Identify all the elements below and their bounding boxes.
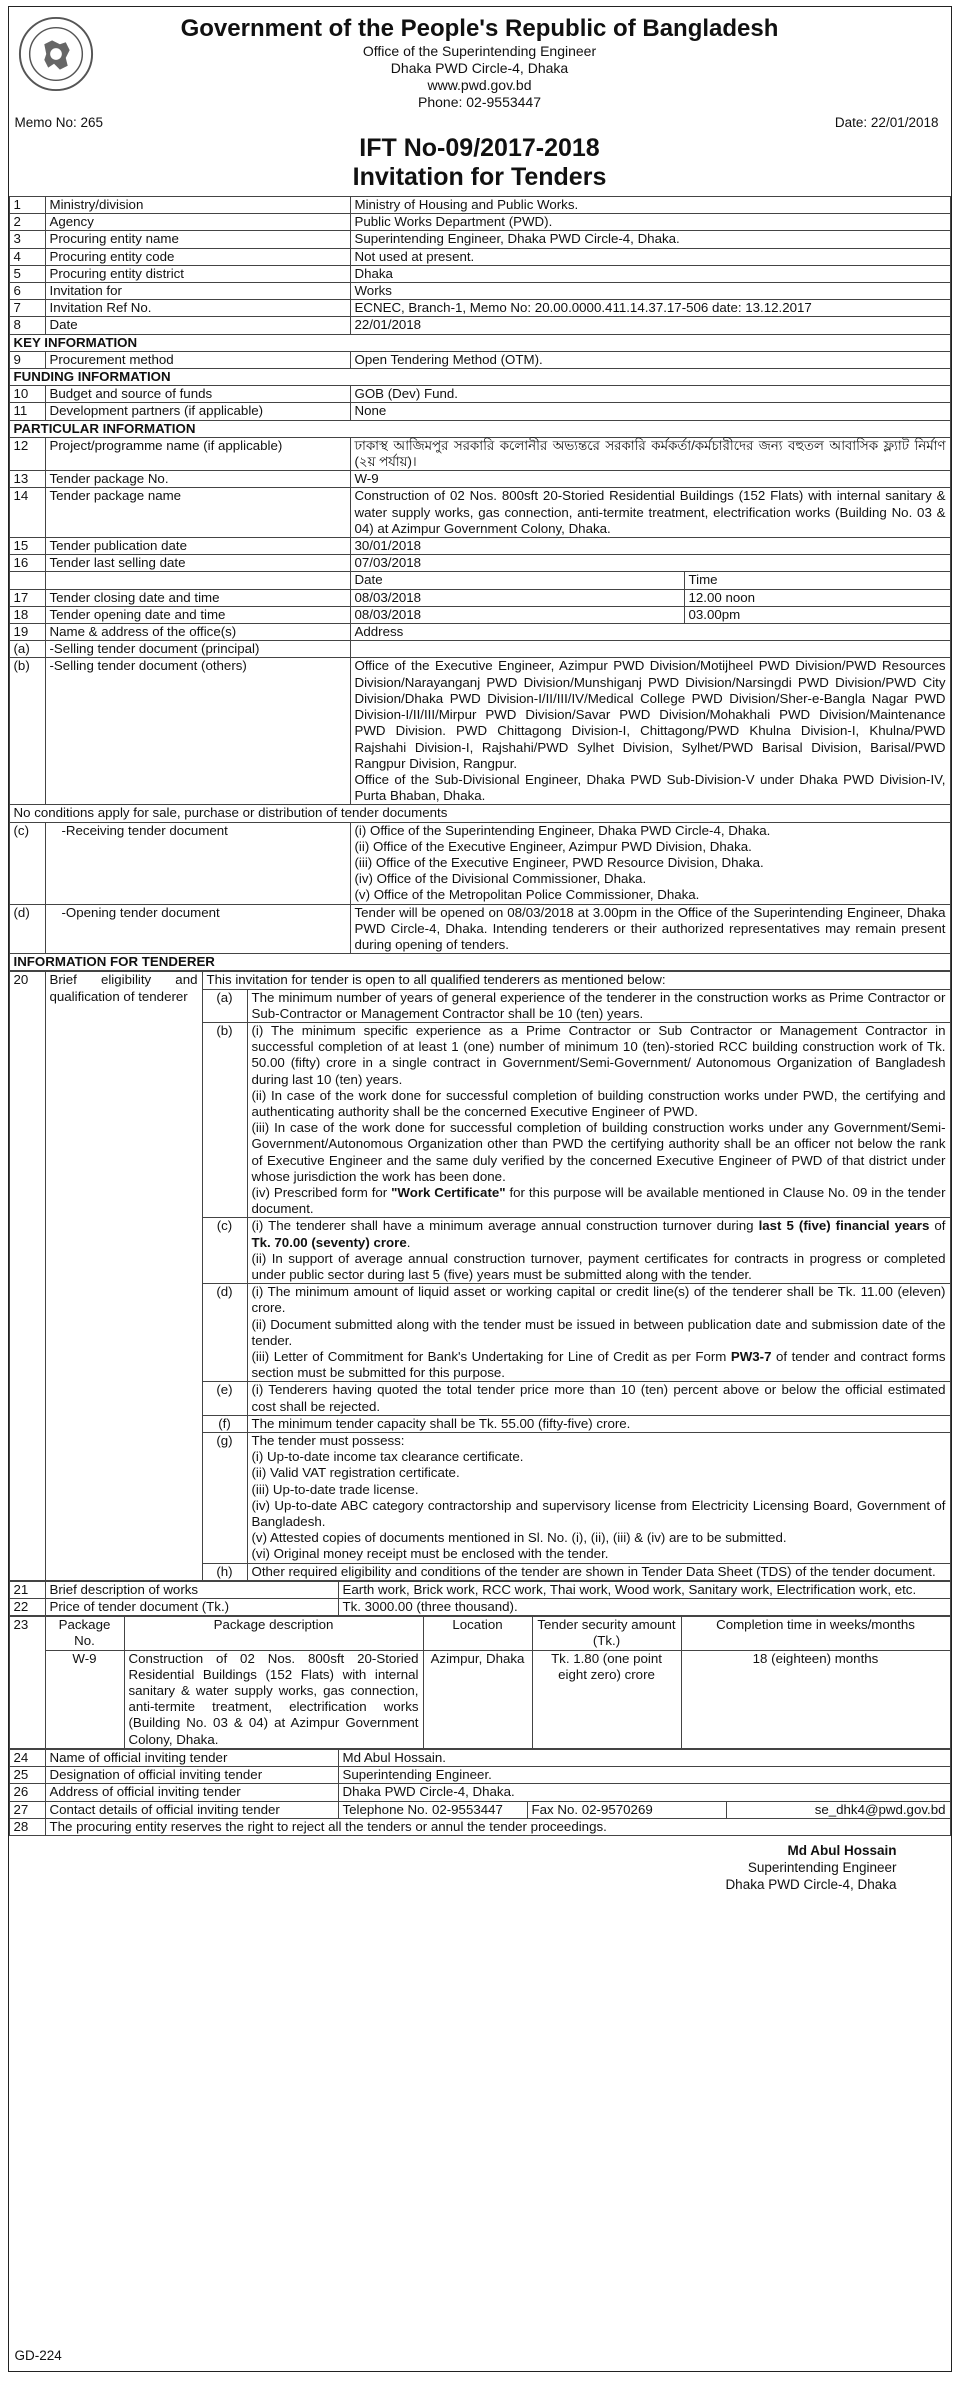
doc-title: Invitation for Tenders <box>352 163 607 191</box>
eligibility-item: (b) (i) The minimum specific experience as a Prime Contractor or Sub Contractor or Management Contractor in successful completion of at least 1 (one) number of minimum 10 (ten)-storied RCC building construction work of Tk. 50.00 (fifty) crore in a single contract in Government/Semi-Government/ Autonomous Organization of Bangladesh during last 10 (ten) years. (ii) In case of the work done for successful completion of building construction works under PWD, the certifying and authenticating authority shall be the concerned Executive Engineer of PWD. (iii) In case of the work done for successful completion of building construction works under any Government/Semi-Government/Autonomous Organization other than PWD the certifying authority shall be an officer not below the rank of Executive Engineer and the same duly verified by the concerned Executive Engineer of PWD of that district under whose jurisdiction the work has been done. (iv) Prescribed form for "Work Certificate" for this purpose will be available mentioned in Clause No. 09 in the tender document. <box>9 1022 950 1217</box>
table-row: Date Time <box>9 572 950 589</box>
table-row: 7 Invitation Ref No. ECNEC, Branch-1, Memo No: 20.00.0000.411.14.37.17-506 date: 13.12.2017 <box>9 300 950 317</box>
government-title: Government of the People's Republic of Bangladesh <box>180 15 779 42</box>
table-row: 25 Designation of official inviting tender Superintending Engineer. <box>9 1767 950 1784</box>
circle-name: Dhaka PWD Circle-4, Dhaka <box>390 60 569 76</box>
package-table <box>9 1616 951 1749</box>
document-page <box>8 6 952 2372</box>
memo-no: Memo No: 265 <box>14 115 104 130</box>
table-row: 28 The procuring entity reserves the right to reject all the tenders or annul the tender proceedings. <box>9 1818 950 1835</box>
table-row: 10 Budget and source of funds GOB (Dev) Fund. <box>9 386 950 403</box>
table-row: 5 Procuring entity district Dhaka <box>9 265 950 282</box>
table-row: 6 Invitation for Works <box>9 283 950 300</box>
memo-date: Date: 22/01/2018 <box>834 115 939 130</box>
table-row: 14 Tender package name Construction of 02 Nos. 800sft 20-Storied Residential Buildings (152 Flats) with internal sanitary & water supply works, gas connection, anti-termite treatment, electrification works (Building No. 03 & 04) at Azimpur Government Colony, Dhaka. <box>9 488 950 538</box>
memo-line <box>9 115 951 130</box>
table-row: 24 Name of official inviting tender Md Abul Hossain. <box>9 1749 950 1766</box>
section-heading: INFORMATION FOR TENDERER <box>9 954 950 971</box>
eligibility-item: (a) The minimum number of years of general experience of the tenderer in the construction works as Prime Contractor or Sub-Contractor or Management Contractor shall be 10 (ten) years. <box>9 989 950 1022</box>
phone: Phone: 02-9553447 <box>418 94 541 110</box>
signatory-designation: Superintending Engineer <box>747 1859 897 1875</box>
section-heading: FUNDING INFORMATION <box>9 369 950 386</box>
table-row: 12 Project/programme name (if applicable) ঢাকাস্থ আজিমপুর সরকারি কলোনীর অভ্যন্তরে সরকারি কর্মকর্তা/কর্মচারীদের জন্য বহুতল আবাসিক ফ্ল্যাট নির্মাণ (২য় পর্যায়)। <box>9 437 950 470</box>
table-row: 15 Tender publication date 30/01/2018 <box>9 538 950 555</box>
government-seal <box>17 15 95 93</box>
eligibility-item: (g) The tender must possess: (i) Up-to-date income tax clearance certificate. (ii) Valid VAT registration certificate. (iii) Up-to-date trade license. (iv) Up-to-date ABC category contractorship and supervisory license from Electricity Licensing Board, Government of Bangladesh. (v) Attested copies of documents mentioned in Sl. No. (i), (ii), (iii) & (iv) are to be submitted. (vi) Original money receipt must be enclosed with the tender. <box>9 1433 950 1564</box>
table-row: 2 Agency Public Works Department (PWD). <box>9 214 950 231</box>
table-row: 4 Procuring entity code Not used at present. <box>9 248 950 265</box>
table-row: (a) -Selling tender document (principal) <box>9 641 950 658</box>
eligibility-item: (c) (i) The tenderer shall have a minimum average annual construction turnover during last 5 (five) financial years of Tk. 70.00 (seventy) crore. (ii) In support of average annual construction turnover, payment certificates for contracts in progress or completed under public sector during last 5 (five) years must be submitted along with the tender. <box>9 1218 950 1284</box>
tender-table <box>9 196 951 971</box>
table-row: 19 Name & address of the office(s) Address <box>9 624 950 641</box>
signatory-name: Md Abul Hossain <box>787 1842 897 1858</box>
table-row: 9 Procurement method Open Tendering Method (OTM). <box>9 351 950 368</box>
eligibility-item: (d) (i) The minimum amount of liquid asset or working capital or credit line(s) of the tenderer shall be Tk. 11.00 (eleven) crore. (ii) Document submitted along with the tender must be issued in between publication date and submission date of the tender. (iii) Letter of Commitment for Bank's Undertaking for Line of Credit as per Form PW3-7 of tender and contract forms section must be submitted for this purpose. <box>9 1284 950 1382</box>
table-row: 1 Ministry/division Ministry of Housing and Public Works. <box>9 197 950 214</box>
table-row: 22 Price of tender document (Tk.) Tk. 3000.00 (three thousand). <box>9 1599 950 1616</box>
section-heading: KEY INFORMATION <box>9 334 950 351</box>
table-row: 20 Brief eligibility and qualification of tenderer This invitation for tender is open to all qualified tenderers as mentioned below: <box>9 972 950 989</box>
ift-number: IFT No-09/2017-2018 <box>359 134 600 162</box>
eligibility-table <box>9 971 951 1581</box>
eligibility-item: (h) Other required eligibility and conditions of the tender are shown in Tender Data Sheet (TDS) of the tender document. <box>9 1563 950 1580</box>
table-row: (d) -Opening tender document Tender will be opened on 08/03/2018 at 3.00pm in the Office of the Superintending Engineer, Dhaka PWD Circle-4, Dhaka. Intending tenderers or their authorized representatives may remain present during opening of tenders. <box>9 904 950 954</box>
table-row: 16 Tender last selling date 07/03/2018 <box>9 555 950 572</box>
table-row: No conditions apply for sale, purchase or distribution of tender documents <box>9 805 950 822</box>
table-row: 26 Address of official inviting tender Dhaka PWD Circle-4, Dhaka. <box>9 1784 950 1801</box>
website: www.pwd.gov.bd <box>427 77 532 93</box>
table-row: 13 Tender package No. W-9 <box>9 471 950 488</box>
table-row: 27 Contact details of official inviting tender Telephone No. 02-9553447 Fax No. 02-9570269 se_dhk4@pwd.gov.bd <box>9 1801 950 1818</box>
table-row: (c) -Receiving tender document (i) Office of the Superintending Engineer, Dhaka PWD Circle-4, Dhaka. (ii) Office of the Executive Engineer, Azimpur PWD Division, Dhaka. (iii) Office of the Executive Engineer, PWD Resource Division, Dhaka. (iv) Office of the Divisional Commissioner, Dhaka. (v) Office of the Metropolitan Police Commissioner, Dhaka. <box>9 822 950 904</box>
table-row: 21 Brief description of works Earth work, Brick work, RCC work, Thai work, Wood work, Sanitary work, Electrification work, etc. <box>9 1581 950 1598</box>
signatory-office: Dhaka PWD Circle-4, Dhaka <box>725 1876 897 1892</box>
table-row: 3 Procuring entity name Superintending Engineer, Dhaka PWD Circle-4, Dhaka. <box>9 231 950 248</box>
table-row: W-9 Construction of 02 Nos. 800sft 20-Storied Residential Buildings (152 Flats) with internal sanitary & water supply works, gas connection, anti-termite treatment, electrification works (Building No. 03 & 04) at Azimpur Government Colony, Dhaka. Azimpur, Dhaka Tk. 1.80 (one point eight zero) crore 18 (eighteen) months <box>9 1650 950 1748</box>
gd-number: GD-224 <box>14 2348 62 2363</box>
eligibility-item: (e) (i) Tenderers having quoted the total tender price more than 10 (ten) percent above or below the official estimated cost shall be rejected. <box>9 1382 950 1415</box>
office-name: Office of the Superintending Engineer <box>362 43 597 59</box>
table-row: (b) -Selling tender document (others) Office of the Executive Engineer, Azimpur PWD Division/Motijheel PWD Division/PWD Resources Division/Narayanganj PWD Division/Munshiganj PWD Division/Narsingdi PWD Division/PWD City Division/Dhaka PWD Division-I/II/III/IV/Medical College PWD Division/Sher-e-Bangla Nagar PWD Division-I/II/III/Mirpur PWD Division/Savar PWD Division/Mohakhali PWD Division/Maintenance PWD Division. PWD Chittagong Division-I, Chittagong/PWD Khulna Division-I, Khulna/PWD Rajshahi Division-I, Rajshahi/PWD Sylhet Division, Sylhet/PWD Barisal Division, Barisal/PWD Rangpur Division, Rangpur. Office of the Sub-Divisional Engineer, Dhaka PWD Sub-Division-V under Dhaka PWD Division-IV, Purta Bhaban, Dhaka. <box>9 658 950 805</box>
section-heading: PARTICULAR INFORMATION <box>9 420 950 437</box>
table-row: 8 Date 22/01/2018 <box>9 317 950 334</box>
eligibility-item: (f) The minimum tender capacity shall be Tk. 55.00 (fifty-five) crore. <box>9 1415 950 1432</box>
letterhead <box>9 7 951 111</box>
official-table <box>9 1749 951 1836</box>
works-table <box>9 1581 951 1616</box>
table-row: 11 Development partners (if applicable) None <box>9 403 950 420</box>
email-link[interactable]: se_dhk4@pwd.gov.bd <box>726 1801 950 1818</box>
table-row: 18 Tender opening date and time 08/03/2018 03.00pm <box>9 606 950 623</box>
table-row: 17 Tender closing date and time 08/03/2018 12.00 noon <box>9 589 950 606</box>
signature-block <box>9 1842 951 1893</box>
table-header-row: 23 Package No. Package description Location Tender security amount (Tk.) Completion time in weeks/months <box>9 1617 950 1650</box>
